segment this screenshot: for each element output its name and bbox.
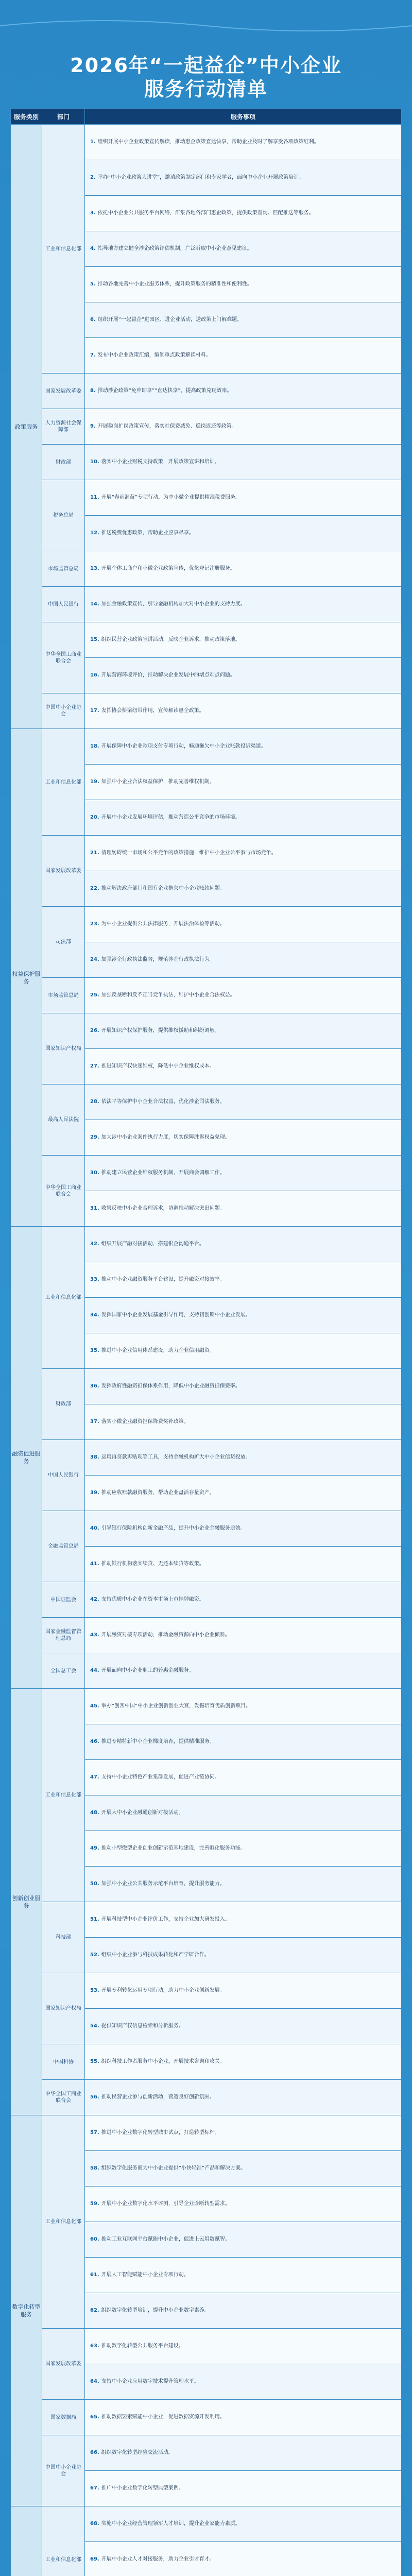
service-item-number: 33. [90, 1277, 99, 1282]
table-row [11, 2080, 402, 2115]
service-item-cell [85, 2471, 402, 2506]
service-item-cell [85, 267, 402, 302]
service-item-cell [85, 907, 402, 942]
table-row [11, 374, 402, 409]
service-item-text: 收集反映中小企业合理诉求，协调推动解决突出问题。 [101, 1206, 225, 1211]
department-cell: 税务总局 [42, 480, 85, 551]
service-item-cell [85, 409, 402, 445]
service-item-text: 组织中小企业参与科技成果转化和产学研合作。 [101, 1952, 210, 1958]
service-item-number: 20. [90, 815, 99, 820]
service-item-cell [85, 2435, 402, 2471]
service-item-text: 落实中小企业财税支持政策，开展政策宣讲和培训。 [101, 459, 220, 465]
service-item-number: 37. [90, 1419, 99, 1425]
service-item-number: 63. [90, 2343, 99, 2349]
service-item-text: 开展人工智能赋能中小企业专项行动。 [101, 2272, 189, 2278]
service-item-number: 60. [90, 2236, 99, 2242]
header [0, 0, 412, 103]
department-cell: 中国人民银行 [42, 587, 85, 622]
service-item-text: 加强中小企业合法权益保护，推动完善维权机制。 [101, 779, 215, 785]
service-item-number: 67. [90, 2485, 99, 2491]
service-item-number: 55. [90, 2059, 99, 2064]
service-item-number: 19. [90, 779, 99, 785]
table-row [11, 1973, 402, 2009]
service-item-cell [85, 1227, 402, 1262]
service-item-number: 14. [90, 601, 99, 607]
service-item-cell [85, 836, 402, 871]
service-item-cell [85, 1973, 402, 2009]
service-item-cell [85, 1618, 402, 1653]
table-row [11, 1511, 402, 1547]
service-item-text: 运用再贷款再贴现等工具，支持金融机构扩大中小企业信贷投放。 [101, 1454, 251, 1460]
service-item-cell [85, 2258, 402, 2293]
department-cell: 中国证监会 [42, 1582, 85, 1618]
service-item-cell [85, 1476, 402, 1511]
service-item-text: 发挥政府性融资担保体系作用，降低中小企业融资担保费率。 [101, 1383, 241, 1389]
column-header-item: 服务事项 [85, 109, 402, 125]
department-cell: 财政部 [42, 1369, 85, 1440]
service-item-cell [85, 1689, 402, 1724]
service-item-text: 开展中小企业数字化水平评测，引导企业诊断转型需求。 [101, 2201, 230, 2207]
service-item-text: 推动应收账款融资服务，帮助企业盘活存量资产。 [101, 1490, 215, 1496]
service-item-cell [85, 1298, 402, 1333]
service-item-cell [85, 1511, 402, 1547]
department-cell: 中国人民银行 [42, 1440, 85, 1511]
service-type-cell: 创新创业服务 [11, 1689, 42, 2115]
service-item-cell [85, 302, 402, 338]
service-item-text: 推动数据要素赋能中小企业，促进数据资源开发利用。 [101, 2414, 225, 2420]
table-row [11, 978, 402, 1013]
service-item-text: 推动数字化转型公共服务平台建设。 [101, 2343, 184, 2349]
service-item-number: 12. [90, 530, 99, 536]
service-item-cell [85, 2044, 402, 2080]
service-item-text: 开展中小企业发展环境评估，推动营造公平竞争的市场环境。 [101, 815, 241, 820]
department-cell: 国家知识产权局 [42, 1013, 85, 1084]
department-cell: 中国中小企业协会 [42, 2435, 85, 2506]
service-item-cell [85, 480, 402, 516]
service-type-cell [11, 2506, 42, 2576]
service-item-text: 开展营商环境评价，推动解决企业发展中的堵点难点问题。 [101, 672, 235, 678]
service-item-text: 组织数字化转型培训，提升中小企业数字素养。 [101, 2308, 210, 2313]
table-row [11, 1013, 402, 1049]
table-row [11, 587, 402, 622]
service-item-text: 开展知识产权保护服务，提供维权援助和纠纷调解。 [101, 1028, 220, 1033]
service-item-text: 组织科技工作者服务中小企业，开展技术咨询和攻关。 [101, 2059, 225, 2064]
service-item-number: 9. [90, 423, 96, 429]
service-item-cell [85, 765, 402, 800]
service-item-text: 发挥国家中小企业发展基金引导作用，支持初创期中小企业发展。 [101, 1312, 251, 1318]
service-item-text: 组织开展产融对接活动，搭建银企沟通平台。 [101, 1241, 204, 1247]
service-item-text: 开展稳岗扩岗政策宣传，落实社保费减免、稳岗返还等政策。 [97, 423, 237, 429]
department-cell: 工业和信息化部 [42, 1689, 85, 1902]
service-item-number: 28. [90, 1099, 99, 1105]
service-item-text: 推动银行机构落实续贷、无还本续贷等政策。 [101, 1561, 204, 1567]
service-item-text: 推动民营企业参与创新活动，营造良好创新氛围。 [101, 2094, 215, 2100]
department-cell: 财政部 [42, 445, 85, 480]
table-row [11, 907, 402, 942]
service-item-number: 64. [90, 2379, 99, 2384]
service-item-cell [85, 1867, 402, 1902]
department-cell: 国家发展改革委 [42, 836, 85, 907]
service-item-number: 30. [90, 1170, 99, 1176]
service-type-cell: 数字化转型服务 [11, 2115, 42, 2506]
service-item-number: 31. [90, 1206, 99, 1211]
service-item-cell [85, 2400, 402, 2435]
department-cell: 人力资源社会保障部 [42, 409, 85, 445]
service-item-cell [85, 729, 402, 765]
department-cell: 国家数据局 [42, 2400, 85, 2435]
service-item-cell [85, 2542, 402, 2576]
service-item-number: 7. [90, 352, 96, 358]
table-row [11, 622, 402, 658]
department-cell: 最高人民法院 [42, 1084, 85, 1156]
table-row [11, 551, 402, 587]
service-item-cell [85, 125, 402, 160]
service-item-cell [85, 622, 402, 658]
service-item-cell [85, 1156, 402, 1191]
service-item-cell [85, 516, 402, 551]
service-item-number: 58. [90, 2165, 99, 2171]
service-item-cell [85, 1369, 402, 1404]
department-cell: 工业和信息化部 [42, 1227, 85, 1369]
service-item-cell [85, 1084, 402, 1120]
table-row [11, 445, 402, 480]
service-item-number: 3. [90, 210, 96, 216]
service-item-number: 15. [90, 637, 99, 642]
service-item-text: 推动中小企业融资服务平台建设，提升融资对接效率。 [101, 1277, 225, 1282]
service-item-cell [85, 2080, 402, 2115]
department-cell: 国家知识产权局 [42, 1973, 85, 2044]
service-item-cell [85, 1404, 402, 1440]
department-cell: 中华全国工商业联合会 [42, 622, 85, 693]
service-item-number: 44. [90, 1668, 99, 1673]
service-item-cell [85, 1120, 402, 1156]
service-item-number: 48. [90, 1810, 99, 1816]
department-cell: 科技部 [42, 1902, 85, 1973]
service-item-text: 推进中小企业数字化转型城市试点，打造转型标杆。 [101, 2130, 220, 2136]
table-row [11, 2115, 402, 2151]
service-item-cell [85, 1938, 402, 1973]
service-item-number: 26. [90, 1028, 99, 1033]
service-item-number: 13. [90, 566, 99, 571]
service-item-number: 23. [90, 921, 99, 927]
table-body [11, 125, 402, 2576]
service-item-text: 开展大中小企业融通创新对接活动。 [101, 1810, 184, 1816]
service-item-cell [85, 2329, 402, 2364]
service-item-cell [85, 942, 402, 978]
service-item-cell [85, 2151, 402, 2187]
table-row [11, 1227, 402, 1262]
service-item-text: 推动建立民营企业维权服务机制，开展商会调解工作。 [101, 1170, 225, 1176]
department-cell: 工业和信息化部 [42, 729, 85, 836]
table-row [11, 1689, 402, 1724]
table-row [11, 1440, 402, 1476]
service-item-text: 开展保障中小企业款项支付专项行动，畅通拖欠中小企业账款投诉渠道。 [101, 743, 266, 749]
table-row [11, 1618, 402, 1653]
service-item-number: 22. [90, 886, 99, 891]
service-item-text: 支持中小企业特色产业集群发展，促进产业链协同。 [101, 1774, 220, 1780]
service-item-cell [85, 1831, 402, 1867]
service-item-cell [85, 1440, 402, 1476]
department-cell: 中华全国工商业联合会 [42, 1156, 85, 1227]
table-row [11, 2329, 402, 2364]
service-item-text: 加大涉中小企业案件执行力度，切实保障胜诉权益兑现。 [101, 1134, 230, 1140]
service-item-number: 18. [90, 743, 99, 749]
service-item-cell [85, 2009, 402, 2044]
service-item-cell [85, 658, 402, 693]
department-cell: 市场监管总局 [42, 978, 85, 1013]
service-item-number: 25. [90, 992, 99, 998]
table-row [11, 1653, 402, 1689]
table-row [11, 1582, 402, 1618]
service-item-text: 落实小微企业融资担保降费奖补政策。 [101, 1419, 189, 1425]
service-item-text: 推进知识产权快速维权，降低中小企业维权成本。 [101, 1063, 215, 1069]
table-row [11, 480, 402, 516]
service-item-text: 支持中小企业应用数字技术提升管理水平。 [101, 2379, 199, 2384]
department-cell: 中国中小企业协会 [42, 693, 85, 729]
service-item-text: 组织民营企业政策宣讲活动，反映企业诉求，推动政策落地。 [101, 637, 241, 642]
table-row [11, 1156, 402, 1191]
department-cell: 中华全国工商业联合会 [42, 2080, 85, 2115]
service-item-cell [85, 978, 402, 1013]
service-item-cell [85, 2506, 402, 2542]
table-row [11, 125, 402, 160]
department-cell: 全国总工会 [42, 1653, 85, 1689]
service-item-text: 支持优质中小企业在资本市场上市挂牌融资。 [101, 1597, 204, 1602]
service-item-number: 11. [90, 495, 99, 500]
service-item-number: 4. [90, 246, 96, 251]
service-item-number: 61. [90, 2272, 99, 2278]
service-item-cell [85, 374, 402, 409]
service-item-text: 推动小型微型企业创业创新示范基地建设，完善孵化服务功能。 [101, 1845, 246, 1851]
service-item-number: 35. [90, 1348, 99, 1353]
service-item-text: 发挥协会桥梁纽带作用，宣传解读惠企政策。 [101, 708, 204, 714]
service-item-cell [85, 2222, 402, 2258]
department-cell: 工业和信息化部 [42, 125, 85, 374]
service-item-cell [85, 2115, 402, 2151]
service-item-text: 组织数字化转型经验交流活动。 [101, 2450, 174, 2455]
service-item-cell [85, 551, 402, 587]
table-header-row [11, 109, 402, 125]
service-item-text: 推进中小企业信用体系建设，助力企业信用融资。 [101, 1348, 215, 1353]
service-item-number: 59. [90, 2201, 99, 2207]
table-row [11, 836, 402, 871]
department-cell: 市场监管总局 [42, 551, 85, 587]
service-item-cell [85, 1191, 402, 1227]
service-item-cell [85, 800, 402, 836]
service-item-text: 发布中小企业政策汇编，编制重点政策解读材料。 [97, 352, 211, 358]
department-cell: 工业和信息化部 [42, 2115, 85, 2329]
service-item-cell [85, 231, 402, 267]
service-item-cell [85, 1902, 402, 1938]
service-item-text: 开展“春雨润苗”专项行动，为中小微企业提供精准税费服务。 [101, 495, 241, 500]
service-item-text: 推动解决政府部门和国有企业拖欠中小企业账款问题。 [101, 886, 225, 891]
service-item-number: 5. [90, 281, 96, 287]
service-item-number: 47. [90, 1774, 99, 1780]
service-item-number: 1. [90, 139, 96, 145]
service-item-cell [85, 445, 402, 480]
service-table-wrapper [10, 108, 402, 2576]
service-item-cell [85, 693, 402, 729]
service-item-text: 推动各地完善中小企业服务体系，提升政策服务的精准性和便利性。 [97, 281, 252, 287]
service-item-cell [85, 2293, 402, 2329]
service-item-text: 清理妨碍统一市场和公平竞争的政策措施，维护中小企业公平参与市场竞争。 [101, 850, 277, 856]
department-cell: 中国科协 [42, 2044, 85, 2080]
page-title-line1: 2026年“一起益企”中小企业 [70, 54, 342, 77]
department-cell: 国家金融监督管理总局 [42, 1618, 85, 1653]
table-row [11, 1084, 402, 1120]
service-item-cell [85, 338, 402, 374]
service-item-text: 举办“中小企业政策大讲堂”，邀请政策制定部门和专家学者，面向中小企业开展政策培训。 [97, 175, 304, 180]
service-item-cell [85, 1013, 402, 1049]
service-item-text: 引导银行保险机构创新金融产品，提升中小企业金融服务质效。 [101, 1526, 246, 1531]
service-item-number: 52. [90, 1952, 99, 1958]
service-item-cell [85, 1262, 402, 1298]
service-item-number: 38. [90, 1454, 99, 1460]
service-item-text: 加强中小企业公共服务示范平台培育，提升服务能力。 [101, 1881, 225, 1887]
service-item-number: 43. [90, 1632, 99, 1638]
service-item-cell [85, 1795, 402, 1831]
service-item-number: 34. [90, 1312, 99, 1318]
service-item-text: 推广中小企业数字化转型典型案例。 [101, 2485, 184, 2491]
service-item-text: 推动涉企政策“免申即享”“直达快享”，提高政策兑现效率。 [97, 388, 232, 394]
service-item-cell [85, 871, 402, 907]
service-item-number: 68. [90, 2521, 99, 2527]
column-header-type: 服务类别 [11, 109, 42, 125]
service-item-cell [85, 1547, 402, 1582]
service-item-number: 24. [90, 957, 99, 962]
service-item-text: 开展融资对接专项活动，推动金融资源向中小企业倾斜。 [101, 1632, 230, 1638]
service-item-cell [85, 587, 402, 622]
service-item-text: 开展个体工商户和小微企业政策宣传，优化登记注册服务。 [101, 566, 235, 571]
service-item-text: 依法平等保护中小企业合法权益，优化涉企司法服务。 [101, 1099, 225, 1105]
service-item-number: 6. [90, 317, 96, 323]
department-cell: 司法部 [42, 907, 85, 978]
service-item-number: 36. [90, 1383, 99, 1389]
header-wave-decoration [0, 15, 412, 36]
service-item-cell [85, 1049, 402, 1084]
service-item-number: 69. [90, 2556, 99, 2562]
service-item-text: 开展面向中小企业职工的普惠金融服务。 [101, 1668, 194, 1673]
service-item-text: 推送税费优惠政策，帮助企业应享尽享。 [101, 530, 194, 536]
table-row [11, 2044, 402, 2080]
table-row [11, 2435, 402, 2471]
service-type-cell: 权益保护服务 [11, 729, 42, 1227]
service-item-number: 17. [90, 708, 99, 714]
service-item-number: 62. [90, 2308, 99, 2313]
service-item-text: 指导地方建立健全涉企政策评估机制，广泛听取中小企业意见建议。 [97, 246, 252, 251]
service-item-number: 10. [90, 459, 99, 465]
department-cell: 金融监管总局 [42, 1511, 85, 1582]
service-item-text: 加强金融政策宣传，引导金融机构加大对中小企业的支持力度。 [101, 601, 246, 607]
service-item-text: 提供知识产权信息检索和分析服务。 [101, 2023, 184, 2029]
table-row [11, 2506, 402, 2542]
service-item-number: 45. [90, 1703, 99, 1709]
service-item-number: 40. [90, 1526, 99, 1531]
service-item-number: 27. [90, 1063, 99, 1069]
service-type-cell: 政策服务 [11, 125, 42, 729]
service-item-text: 组织开展“一起益企”进园区、进企业活动，送政策上门解难题。 [97, 317, 243, 323]
service-item-number: 8. [90, 388, 96, 394]
service-item-text: 推进专精特新中小企业梯度培育，提供精准服务。 [101, 1739, 215, 1744]
service-item-cell [85, 1760, 402, 1795]
service-item-number: 21. [90, 850, 99, 856]
department-cell: 国家发展改革委 [42, 374, 85, 409]
table-row [11, 1369, 402, 1404]
service-item-number: 16. [90, 672, 99, 678]
service-table [10, 108, 402, 2576]
service-item-cell [85, 1724, 402, 1760]
service-item-text: 开展科技型中小企业评价工作，支持企业加大研发投入。 [101, 1917, 230, 1922]
column-header-dept: 部门 [42, 109, 85, 125]
service-item-number: 32. [90, 1241, 99, 1247]
page-title-line2: 服务行动清单 [144, 78, 268, 100]
service-item-text: 加强涉企行政执法监督，规范涉企行政执法行为。 [101, 957, 215, 962]
service-item-number: 53. [90, 1988, 99, 1993]
service-item-number: 29. [90, 1134, 99, 1140]
service-item-text: 组织开展中小企业政策宣传解读，推动惠企政策直达快享，帮助企业及时了解享受各项政策红利。 [97, 139, 319, 145]
service-item-number: 42. [90, 1597, 99, 1602]
service-item-number: 41. [90, 1561, 99, 1567]
service-item-number: 49. [90, 1845, 99, 1851]
service-item-text: 依托中小企业公共服务平台网络，汇集各地各部门惠企政策，提供政策查询、匹配推送等服务。 [97, 210, 314, 216]
service-item-text: 实施中小企业经营管理领军人才培训，提升企业家能力素质。 [101, 2521, 241, 2527]
table-row [11, 1902, 402, 1938]
service-item-cell [85, 2364, 402, 2400]
service-item-text: 举办“创客中国”中小企业创新创业大赛，发掘培育优质创新项目。 [101, 1703, 251, 1709]
service-item-number: 57. [90, 2130, 99, 2136]
service-item-cell [85, 1653, 402, 1689]
service-item-cell [85, 1333, 402, 1369]
service-item-number: 50. [90, 1881, 99, 1887]
department-cell: 工业和信息化部 [42, 2506, 85, 2576]
service-item-cell [85, 1582, 402, 1618]
table-row [11, 729, 402, 765]
service-item-text: 推动工业互联网平台赋能中小企业，促进上云用数赋智。 [101, 2236, 230, 2242]
service-item-number: 56. [90, 2094, 99, 2100]
service-item-number: 54. [90, 2023, 99, 2029]
table-row [11, 2400, 402, 2435]
service-item-text: 开展中小企业人才对接服务，助力企业引才育才。 [101, 2556, 215, 2562]
service-item-text: 加强反垄断和反不正当竞争执法，维护中小企业合法权益。 [101, 992, 235, 998]
service-type-cell: 融资促进服务 [11, 1227, 42, 1689]
service-item-text: 为中小企业提供公共法律服务，开展法治体检等活动。 [101, 921, 225, 927]
service-item-number: 65. [90, 2414, 99, 2420]
service-item-number: 46. [90, 1739, 99, 1744]
service-item-number: 66. [90, 2450, 99, 2455]
service-item-number: 51. [90, 1917, 99, 1922]
service-item-cell [85, 196, 402, 231]
service-item-text: 组织数字化服务商为中小企业提供“小快轻准”产品和解决方案。 [101, 2165, 246, 2171]
service-item-text: 开展专利转化运用专项行动，助力中小企业创新发展。 [101, 1988, 225, 1993]
service-item-cell [85, 2187, 402, 2222]
service-item-number: 39. [90, 1490, 99, 1496]
table-row [11, 693, 402, 729]
service-item-cell [85, 160, 402, 196]
table-row [11, 409, 402, 445]
department-cell: 国家发展改革委 [42, 2329, 85, 2400]
service-item-number: 2. [90, 175, 96, 180]
